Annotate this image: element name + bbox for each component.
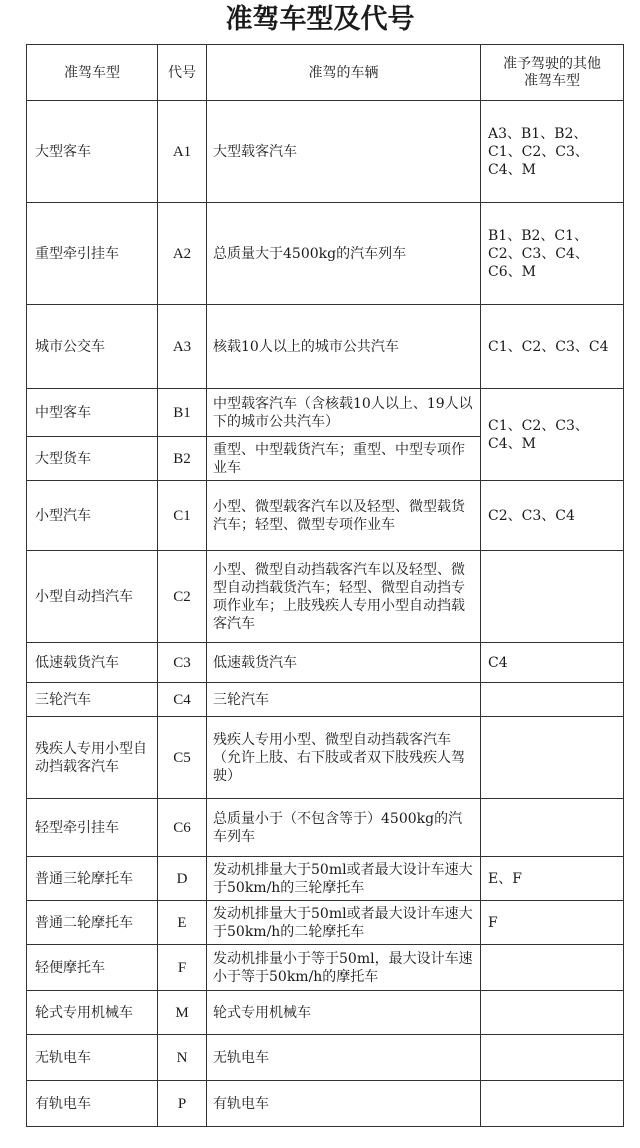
other-permitted-types: F <box>481 901 624 945</box>
table-row <box>27 717 624 799</box>
permitted-vehicles: 残疾人专用小型、微型自动挡载客汽车（允许上肢、右下肢或者双下肢残疾人驾驶） <box>207 717 481 799</box>
license-code: A2 <box>158 203 207 305</box>
license-type: 城市公交车 <box>27 305 158 389</box>
permitted-vehicles: 轮式专用机械车 <box>207 991 481 1035</box>
license-code: P <box>158 1081 207 1127</box>
other-permitted-types: B1、B2、C1、C2、C3、C4、C6、M <box>481 203 624 305</box>
other-permitted-types: C1、C2、C3、C4、M <box>481 389 624 481</box>
license-type: 轻便摩托车 <box>27 945 158 991</box>
license-type: 低速载货汽车 <box>27 643 158 683</box>
license-code: D <box>158 857 207 901</box>
other-permitted-types <box>481 551 624 643</box>
table-row <box>27 643 624 683</box>
license-type: 小型汽车 <box>27 481 158 551</box>
license-type: 小型自动挡汽车 <box>27 551 158 643</box>
permitted-vehicles: 发动机排量大于50ml或者最大设计车速大于50km/h的二轮摩托车 <box>207 901 481 945</box>
license-code: B2 <box>158 437 207 481</box>
license-code: C4 <box>158 683 207 717</box>
other-permitted-types: C1、C2、C3、C4 <box>481 305 624 389</box>
license-code: N <box>158 1035 207 1081</box>
table-row <box>27 481 624 551</box>
header-other-types: 准予驾驶的其他 准驾车型 <box>481 45 624 101</box>
table-row <box>27 683 624 717</box>
license-type: 大型货车 <box>27 437 158 481</box>
license-type: 普通二轮摩托车 <box>27 901 158 945</box>
license-code: A1 <box>158 101 207 203</box>
permitted-vehicles: 核载10人以上的城市公共汽车 <box>207 305 481 389</box>
other-permitted-types <box>481 683 624 717</box>
header-vehicles: 准驾的车辆 <box>207 45 481 101</box>
license-code: C1 <box>158 481 207 551</box>
license-type: 中型客车 <box>27 389 158 437</box>
permitted-vehicles: 小型、微型自动挡载客汽车以及轻型、微型自动挡载货汽车；轻型、微型自动挡专项作业车；上肢残疾人专用小型自动挡载客汽车 <box>207 551 481 643</box>
permitted-vehicles: 发动机排量小于等于50ml，最大设计车速小于等于50km/h的摩托车 <box>207 945 481 991</box>
license-type: 重型牵引挂车 <box>27 203 158 305</box>
license-type: 三轮汽车 <box>27 683 158 717</box>
license-code: A3 <box>158 305 207 389</box>
table-header-row <box>27 45 624 101</box>
permitted-vehicles: 三轮汽车 <box>207 683 481 717</box>
header-code: 代号 <box>158 45 207 101</box>
license-code: C6 <box>158 799 207 857</box>
other-permitted-types: A3、B1、B2、C1、C2、C3、C4、M <box>481 101 624 203</box>
license-code: C3 <box>158 643 207 683</box>
table-row <box>27 991 624 1035</box>
permitted-vehicles: 有轨电车 <box>207 1081 481 1127</box>
license-type: 大型客车 <box>27 101 158 203</box>
table-row <box>27 945 624 991</box>
permitted-vehicles: 总质量小于（不包含等于）4500kg的汽车列车 <box>207 799 481 857</box>
other-permitted-types <box>481 1081 624 1127</box>
permitted-vehicles: 小型、微型载客汽车以及轻型、微型载货汽车；轻型、微型专项作业车 <box>207 481 481 551</box>
license-type: 残疾人专用小型自动挡载客汽车 <box>27 717 158 799</box>
table-row <box>27 101 624 203</box>
other-permitted-types <box>481 1035 624 1081</box>
permitted-vehicles: 发动机排量大于50ml或者最大设计车速大于50km/h的三轮摩托车 <box>207 857 481 901</box>
table-row <box>27 1035 624 1081</box>
license-type: 有轨电车 <box>27 1081 158 1127</box>
table-row <box>27 901 624 945</box>
license-code: C2 <box>158 551 207 643</box>
permitted-vehicles: 中型载客汽车（含核载10人以上、19人以下的城市公共汽车） <box>207 389 481 437</box>
license-type: 轻型牵引挂车 <box>27 799 158 857</box>
license-type: 无轨电车 <box>27 1035 158 1081</box>
table-row <box>27 857 624 901</box>
other-permitted-types: E、F <box>481 857 624 901</box>
other-permitted-types: C4 <box>481 643 624 683</box>
license-code: C5 <box>158 717 207 799</box>
other-permitted-types <box>481 945 624 991</box>
license-code: F <box>158 945 207 991</box>
license-type: 轮式专用机械车 <box>27 991 158 1035</box>
table-row <box>27 203 624 305</box>
permitted-vehicles: 无轨电车 <box>207 1035 481 1081</box>
permitted-vehicles: 低速载货汽车 <box>207 643 481 683</box>
other-permitted-types: C2、C3、C4 <box>481 481 624 551</box>
page-title: 准驾车型及代号 <box>225 4 415 35</box>
license-type: 普通三轮摩托车 <box>27 857 158 901</box>
header-license-type: 准驾车型 <box>27 45 158 101</box>
license-code: M <box>158 991 207 1035</box>
permitted-vehicles: 总质量大于4500kg的汽车列车 <box>207 203 481 305</box>
table-row <box>27 799 624 857</box>
table-row <box>27 305 624 389</box>
permitted-vehicles: 大型载客汽车 <box>207 101 481 203</box>
table-row <box>27 551 624 643</box>
permitted-vehicles: 重型、中型载货汽车；重型、中型专项作业车 <box>207 437 481 481</box>
other-permitted-types <box>481 717 624 799</box>
table-row <box>27 389 624 437</box>
other-permitted-types <box>481 991 624 1035</box>
other-permitted-types <box>481 799 624 857</box>
license-code: B1 <box>158 389 207 437</box>
license-code: E <box>158 901 207 945</box>
license-class-table <box>26 44 624 1127</box>
table-row <box>27 1081 624 1127</box>
